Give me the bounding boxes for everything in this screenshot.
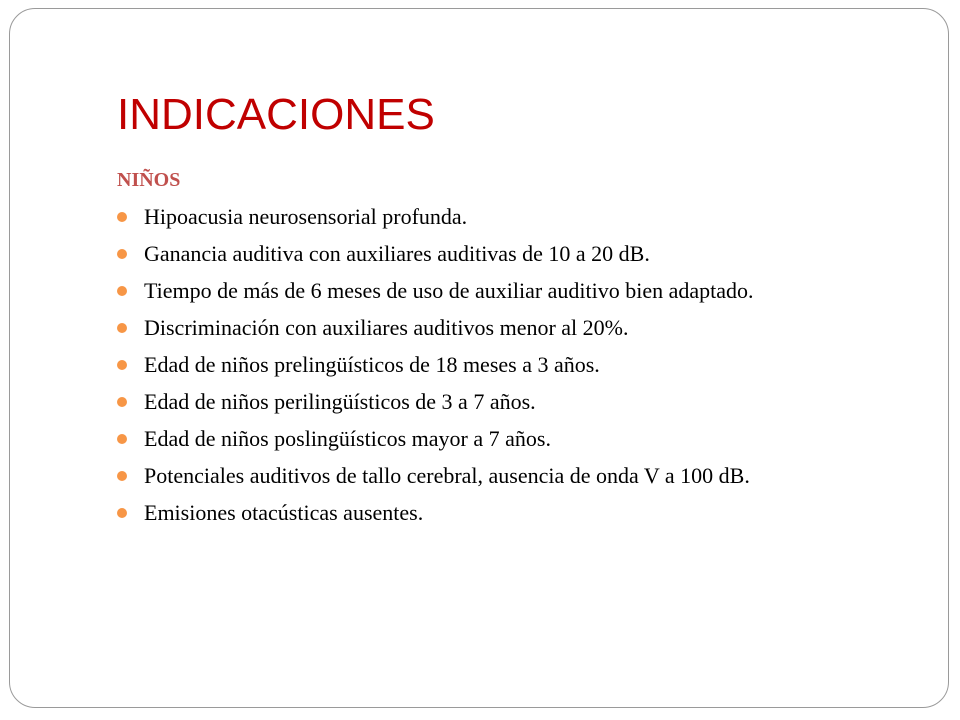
bullet-item <box>117 314 907 342</box>
bullet-text: Ganancia auditiva con auxiliares auditivas de 10 a 20 dB. <box>144 241 650 266</box>
bullet-dot-icon <box>117 434 127 444</box>
bullet-text: Emisiones otacústicas ausentes. <box>144 500 424 525</box>
bullet-item <box>117 425 907 453</box>
slide-title: INDICACIONES <box>117 90 435 139</box>
bullet-item <box>117 462 907 490</box>
bullet-text: Tiempo de más de 6 meses de uso de auxiliar auditivo bien adaptado. <box>144 278 754 303</box>
bullet-text: Edad de niños poslingüísticos mayor a 7 años. <box>144 426 551 451</box>
bullet-text: Discriminación con auxiliares auditivos menor al 20%. <box>144 315 629 340</box>
bullet-item <box>117 351 907 379</box>
bullet-text: Edad de niños prelingüísticos de 18 meses a 3 años. <box>144 352 600 377</box>
bullet-dot-icon <box>117 508 127 518</box>
slide-frame <box>9 8 949 708</box>
bullet-dot-icon <box>117 360 127 370</box>
bullet-text: Edad de niños perilingüísticos de 3 a 7 años. <box>144 389 536 414</box>
bullet-dot-icon <box>117 471 127 481</box>
bullet-item <box>117 388 907 416</box>
bullet-dot-icon <box>117 323 127 333</box>
bullet-text: Potenciales auditivos de tallo cerebral, ausencia de onda V a 100 dB. <box>144 463 750 488</box>
slide-subtitle: NIÑOS <box>117 169 181 191</box>
bullet-dot-icon <box>117 249 127 259</box>
bullet-item <box>117 277 907 305</box>
bullet-item <box>117 240 907 268</box>
bullet-item <box>117 203 907 231</box>
bullet-dot-icon <box>117 212 127 222</box>
bullet-dot-icon <box>117 286 127 296</box>
bullet-text: Hipoacusia neurosensorial profunda. <box>144 204 468 229</box>
bullet-item <box>117 499 907 527</box>
bullet-list <box>117 203 907 536</box>
bullet-dot-icon <box>117 397 127 407</box>
